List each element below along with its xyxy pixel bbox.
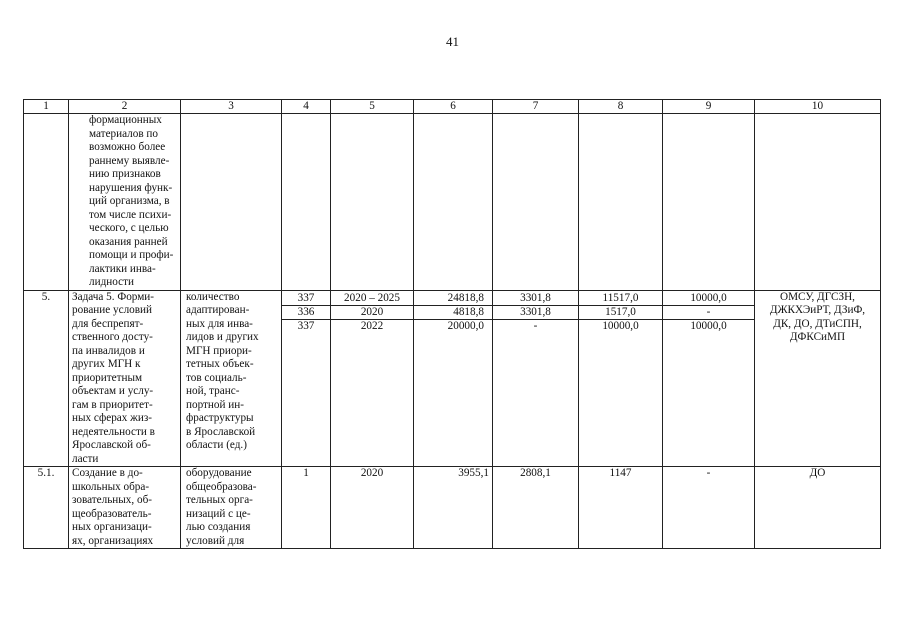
header-cell: 3 — [181, 100, 282, 114]
sub-value: 2020 — [331, 306, 413, 320]
executor-cell — [755, 290, 881, 467]
text-line: раннему выявле- — [89, 154, 170, 167]
executor-cell — [755, 114, 881, 291]
sub-value: 10000,0 — [690, 319, 727, 332]
sub-value: 3301,8 — [493, 292, 578, 306]
funding-cell: 2808,1 — [493, 467, 579, 549]
text-line: тов социаль- — [186, 371, 247, 384]
header-cell: 8 — [579, 100, 663, 114]
funding-cell — [493, 290, 579, 467]
header-cell: 9 — [663, 100, 755, 114]
indicator-cell — [181, 467, 282, 549]
text-line: том числе психи- — [89, 208, 172, 221]
sub-value: - — [533, 319, 538, 332]
text-line: МГН приори- — [186, 344, 252, 357]
text-line: лактики инва- — [89, 262, 156, 275]
text-line: количество — [186, 290, 240, 303]
activity-cell — [69, 114, 181, 291]
text-line: ственного досту- — [72, 331, 153, 343]
text-line: гам в приоритет- — [72, 398, 153, 411]
text-line: области (ед.) — [186, 439, 247, 451]
period-cell: 2020 — [331, 467, 414, 549]
table-row-5-1 — [24, 467, 881, 549]
text-line: па инвалидов и — [72, 344, 145, 357]
number-cell — [24, 114, 69, 291]
text-line: ОМСУ, ДГСЗН, — [780, 290, 855, 303]
text-line: ных сферах жиз- — [72, 412, 153, 424]
funding-cell — [579, 290, 663, 467]
total-cell — [414, 114, 493, 291]
number-cell: 5. — [24, 290, 69, 467]
sub-value: 11517,0 — [579, 292, 662, 306]
indicator-cell — [181, 114, 282, 291]
funding-cell — [663, 114, 755, 291]
text-line: возможно более — [89, 141, 166, 153]
page-number: 41 — [446, 34, 459, 49]
text-line: нию признаков — [89, 168, 161, 180]
text-line: тетных объек- — [186, 358, 254, 370]
header-cell: 2 — [69, 100, 181, 114]
header-cell: 10 — [755, 100, 881, 114]
sub-value: 4818,8 — [414, 306, 492, 320]
text-line: ях, организациях — [72, 534, 154, 547]
text-line: оказания ранней — [89, 235, 168, 248]
sub-value: - — [663, 306, 754, 320]
text-line: объектам и услу- — [72, 385, 154, 397]
text-line: ДФКСиМП — [789, 331, 846, 343]
period-cell — [331, 114, 414, 291]
header-cell: 7 — [493, 100, 579, 114]
text-line: низаций с це- — [186, 507, 251, 520]
text-line: рование условий — [72, 304, 153, 316]
text-line: ДЖКХЭиРТ, ДЗиФ, — [769, 304, 866, 316]
text-line: ласти — [72, 452, 99, 465]
header-row — [24, 100, 881, 114]
text-line: ных организаци- — [72, 521, 152, 533]
text-line: тельных орга- — [186, 494, 253, 506]
funding-cell — [663, 290, 755, 467]
sub-value: 3301,8 — [493, 306, 578, 320]
header-cell: 6 — [414, 100, 493, 114]
sub-value: 10000,0 — [663, 292, 754, 306]
text-line: формационных — [89, 114, 162, 126]
text-line: Задача 5. Форми- — [72, 290, 155, 303]
table-row-continuation — [24, 114, 881, 291]
text-line: в Ярославской — [186, 425, 256, 438]
sub-value: 336 — [282, 306, 330, 320]
funding-cell — [493, 114, 579, 291]
table-row-task-5 — [24, 290, 881, 467]
text-line: зовательных, об- — [72, 494, 152, 506]
sub-value: 20000,0 — [447, 319, 484, 332]
text-line: портной ин- — [186, 398, 244, 411]
sub-value: 337 — [282, 292, 330, 306]
header-cell: 5 — [331, 100, 414, 114]
text-line: Ярославской об- — [72, 439, 151, 451]
sub-value: 10000,0 — [602, 319, 639, 332]
text-line: лидов и других — [186, 331, 259, 343]
text-line: ДК, ДО, ДТиСПН, — [773, 317, 862, 330]
text-line: нарушения функ- — [89, 181, 173, 194]
executor-cell: ДО — [755, 467, 881, 549]
sub-value: 24818,8 — [414, 292, 492, 306]
text-line: оборудование — [186, 467, 252, 479]
sub-value: 2022 — [360, 319, 384, 332]
activity-cell — [69, 467, 181, 549]
value-cell — [282, 290, 331, 467]
activity-cell — [69, 290, 181, 467]
number-cell: 5.1. — [24, 467, 69, 549]
value-cell: 1 — [282, 467, 331, 549]
text-line: лидности — [89, 276, 134, 288]
sub-value: 1517,0 — [579, 306, 662, 320]
text-line: условий для — [186, 534, 245, 547]
sub-value: 2020 – 2025 — [331, 292, 413, 306]
funding-cell: 1147 — [579, 467, 663, 549]
text-line: помощи и профи- — [89, 249, 174, 261]
total-cell: 3955,1 — [414, 467, 493, 549]
text-line: для беспрепят- — [72, 317, 144, 330]
text-line: лью создания — [186, 521, 251, 533]
text-line: приоритетным — [72, 371, 143, 384]
text-line: материалов по — [89, 127, 159, 140]
text-line: недеятельности в — [72, 425, 155, 438]
funding-cell — [579, 114, 663, 291]
funding-cell: - — [663, 467, 755, 549]
text-line: других МГН к — [72, 358, 141, 370]
value-cell — [282, 114, 331, 291]
indicator-cell — [181, 290, 282, 467]
total-cell — [414, 290, 493, 467]
text-line: Создание в до- — [72, 467, 143, 479]
text-line: ных для инва- — [186, 317, 253, 330]
header-cell: 4 — [282, 100, 331, 114]
text-line: фраструктуры — [186, 412, 254, 424]
text-line: ческого, с целью — [89, 222, 169, 234]
text-line: щеобразователь- — [72, 507, 152, 520]
program-table — [23, 99, 881, 549]
header-cell: 1 — [24, 100, 69, 114]
sub-value: 337 — [297, 319, 315, 332]
text-line: ной, транс- — [186, 385, 240, 397]
text-line: общеобразова- — [186, 480, 257, 493]
text-line: адаптирован- — [186, 304, 250, 316]
text-line: ций организма, в — [89, 195, 170, 207]
period-cell — [331, 290, 414, 467]
text-line: школьных обра- — [72, 480, 150, 493]
